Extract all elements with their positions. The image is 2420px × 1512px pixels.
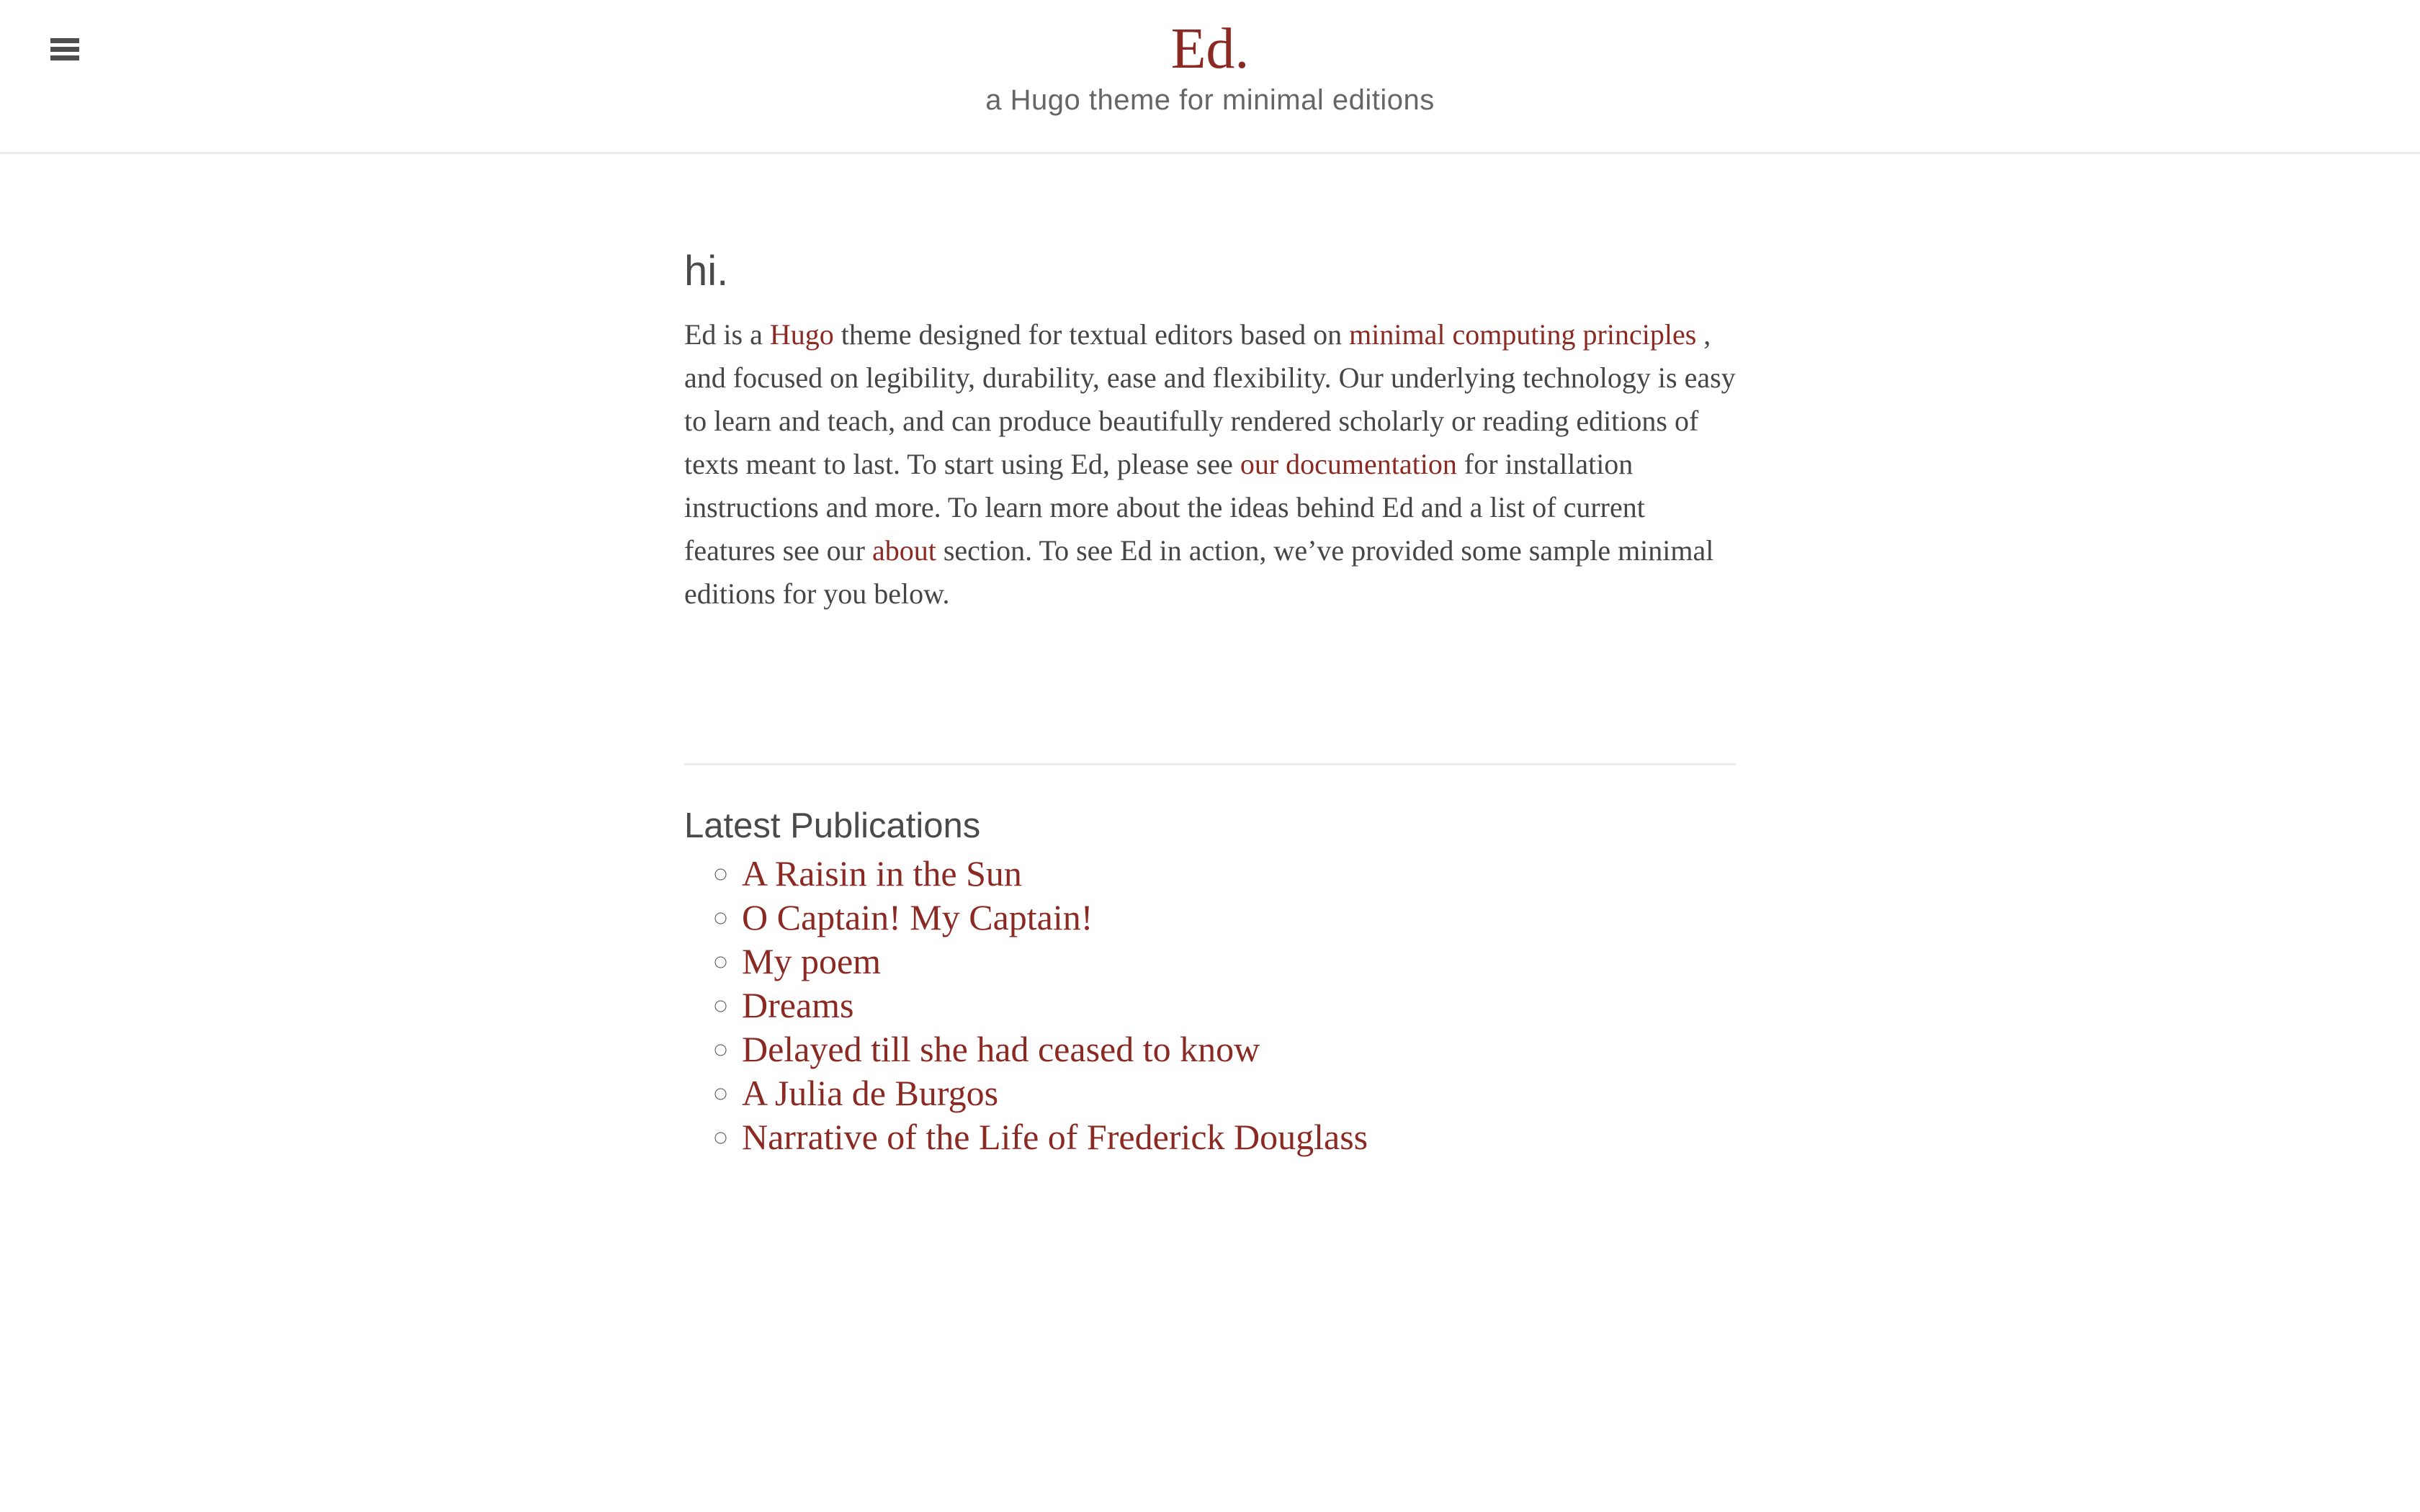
about-link[interactable]: about (871, 534, 936, 567)
publication-link[interactable]: Delayed till she had ceased to know (742, 1029, 1260, 1069)
intro-text-segment: , and focused on legibility, durability, ease and flexibility. Our underlying technology is easy to learn and teach, and can produce beautifully rendered scholarly or reading editions of texts meant to last. To start using Ed, please see (684, 318, 1736, 480)
page-heading: hi. (684, 248, 729, 294)
latest-publications-heading: Latest Publications (684, 806, 981, 845)
masthead (0, 0, 2420, 117)
publication-list-item (742, 1115, 1736, 1159)
publication-link[interactable]: A Julia de Burgos (742, 1073, 999, 1113)
hamburger-icon (50, 38, 79, 43)
publication-list-item (742, 984, 1736, 1027)
minimal-computing-principles-link[interactable]: minimal computing principles (1349, 318, 1697, 351)
menu-button[interactable] (50, 38, 79, 60)
intro-text-segment: for installation instructions and more. To learn more about the ideas behind Ed and a list of current features see our (684, 448, 1645, 567)
site-title[interactable]: Ed. (1170, 17, 1250, 81)
publication-link[interactable]: Narrative of the Life of Frederick Douglass (742, 1117, 1368, 1157)
content-column (684, 250, 1736, 1159)
publication-list-item (742, 896, 1736, 940)
publication-link[interactable]: A Raisin in the Sun (742, 853, 1022, 894)
site-subtitle: a Hugo theme for minimal editions (985, 84, 1435, 116)
publication-list-item (742, 1071, 1736, 1115)
publication-link[interactable]: My poem (742, 941, 882, 981)
hugo-link[interactable]: Hugo (769, 318, 834, 351)
intro-text-segment: theme designed for textual editors based on (833, 318, 1350, 351)
intro-text-segment: section. To see Ed in action, we’ve provided some sample minimal editions for you below. (684, 534, 1714, 610)
publication-link[interactable]: Dreams (742, 985, 854, 1025)
publication-list-item (742, 940, 1736, 984)
our-documentation-link[interactable]: our documentation (1240, 448, 1457, 480)
site-header (0, 0, 2420, 154)
publications-list (684, 852, 1736, 1159)
hamburger-icon (50, 47, 79, 52)
publication-link[interactable]: O Captain! My Captain! (742, 897, 1093, 937)
hamburger-icon (50, 55, 79, 60)
intro-text-segment: Ed is a (684, 318, 770, 351)
section-divider (684, 763, 1736, 765)
publication-list-item (742, 1027, 1736, 1071)
intro-paragraph (684, 313, 1736, 616)
publication-list-item (742, 852, 1736, 896)
